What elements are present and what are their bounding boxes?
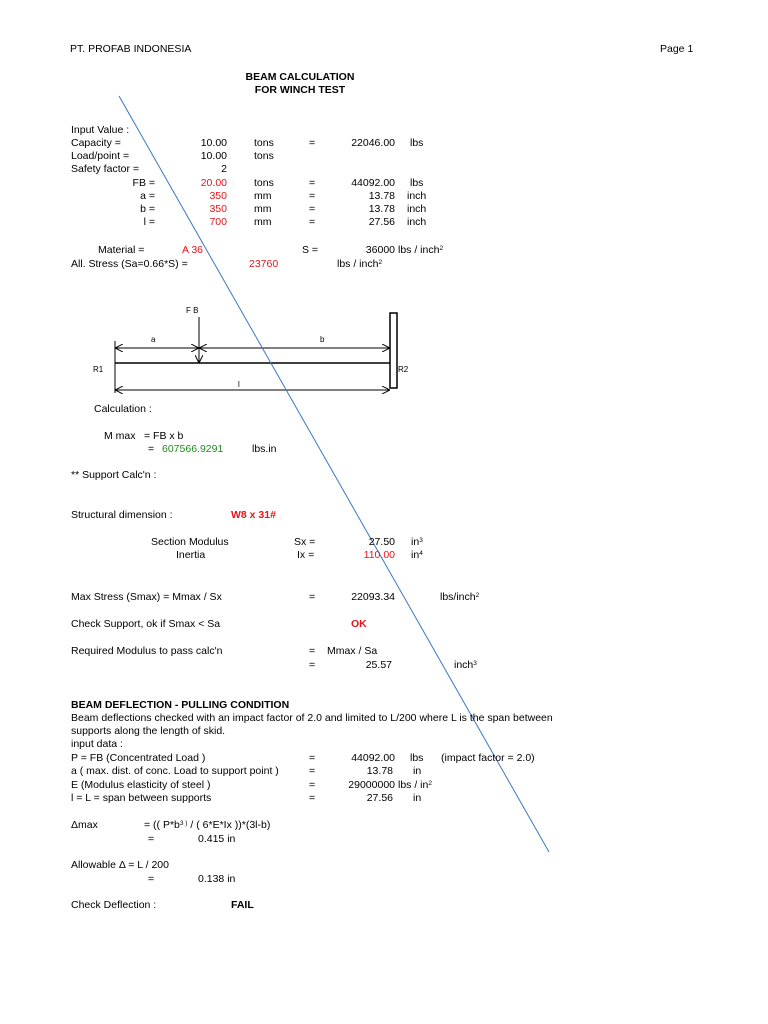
required-modulus-unit: inch$^3$ bbox=[454, 659, 477, 671]
section-modulus-value: 27.50 bbox=[368, 536, 395, 548]
required-modulus-eq2: = bbox=[309, 659, 316, 671]
delta-max-value: 0.415 in bbox=[198, 833, 236, 845]
support-plate bbox=[390, 313, 397, 388]
input-heading: Input Value : bbox=[71, 124, 130, 136]
material-label: Material = bbox=[98, 244, 145, 256]
check-support-label: Check Support, ok if Smax < Sa bbox=[71, 618, 221, 630]
structural-dimension-value: W8 x 31# bbox=[231, 509, 276, 521]
s-unit: lbs / inch$^2$ bbox=[398, 244, 444, 256]
s-label: S = bbox=[302, 244, 319, 256]
required-modulus-label: Required Modulus to pass calc'n bbox=[71, 645, 223, 657]
material-value: A 36 bbox=[182, 244, 204, 256]
section-modulus-label: Section Modulus bbox=[151, 536, 229, 548]
mmax-label: M max bbox=[104, 430, 136, 442]
company-name: PT. PROFAB INDONESIA bbox=[70, 43, 192, 55]
inertia-symbol: Ix = bbox=[297, 549, 315, 561]
support-calc-heading: ** Support Calc'n : bbox=[71, 469, 157, 481]
allowable-delta-label: Allowable Δ = L / 200 bbox=[71, 859, 169, 871]
required-modulus-value: 25.57 bbox=[365, 659, 392, 671]
check-support-value: OK bbox=[351, 618, 367, 630]
section-modulus-symbol: Sx = bbox=[294, 536, 316, 548]
mmax-formula: = FB x b bbox=[144, 430, 184, 442]
delta-max-eq: = bbox=[148, 833, 155, 845]
allowable-delta-value: 0.138 in bbox=[198, 873, 236, 885]
title-line1: BEAM CALCULATION bbox=[245, 71, 355, 83]
diagonal-strike-line bbox=[119, 96, 549, 852]
section-modulus-unit: $in^3$ bbox=[411, 536, 423, 548]
page-number: Page 1 bbox=[660, 43, 694, 55]
title-line2: FOR WINCH TEST bbox=[254, 84, 346, 96]
diagram-label-fb: F B bbox=[186, 306, 199, 315]
max-stress-label: Max Stress (Smax) = Mmax / Sx bbox=[71, 591, 222, 603]
inertia-unit: $in^4$ bbox=[411, 549, 423, 561]
deflection-desc-1: Beam deflections checked with an impact factor of 2.0 and limited to L/200 where L is the span between bbox=[71, 712, 553, 724]
required-modulus-eq: = bbox=[309, 645, 316, 657]
delta-max-label: Δmax bbox=[71, 819, 98, 831]
max-stress-unit: lbs/inch$^2$ bbox=[440, 591, 480, 603]
diagram-label-l: l bbox=[238, 380, 240, 389]
inertia-label: Inertia bbox=[176, 549, 206, 561]
mmax-eq: = bbox=[148, 443, 155, 455]
diagram-label-r2: R2 bbox=[398, 365, 409, 374]
mmax-unit: lbs.in bbox=[252, 443, 277, 455]
max-stress-eq: = bbox=[309, 591, 316, 603]
diagram-label-b: b bbox=[320, 335, 325, 344]
check-deflection-label: Check Deflection : bbox=[71, 899, 157, 911]
allowable-stress-value: 23760 bbox=[249, 258, 279, 270]
allowable-delta-eq: = bbox=[148, 873, 155, 885]
deflection-desc-2: supports along the length of skid. bbox=[71, 725, 226, 737]
delta-max-formula: = (( $P*b^{3 )}$ / ( 6*E*Ix ))*(3l-b) bbox=[144, 819, 271, 831]
allowable-stress-unit: lbs / inch$^2$ bbox=[337, 258, 383, 270]
s-value: 36000 bbox=[365, 244, 395, 256]
check-deflection-value: FAIL bbox=[231, 899, 254, 911]
deflection-heading: BEAM DEFLECTION - PULLING CONDITION bbox=[71, 699, 290, 711]
mmax-value: 607566.9291 bbox=[162, 443, 224, 455]
required-modulus-formula: Mmax / Sa bbox=[327, 645, 378, 657]
max-stress-value: 22093.34 bbox=[351, 591, 395, 603]
diagram-label-a: a bbox=[151, 335, 156, 344]
calculation-heading: Calculation : bbox=[94, 403, 152, 415]
diagram-label-r1: R1 bbox=[93, 365, 104, 374]
structural-dimension-label: Structural dimension : bbox=[71, 509, 173, 521]
allowable-stress-label: All. Stress (Sa=0.66*S) = bbox=[71, 258, 188, 270]
inertia-value: 110.00 bbox=[363, 549, 395, 561]
deflection-input-heading: input data : bbox=[71, 738, 123, 750]
